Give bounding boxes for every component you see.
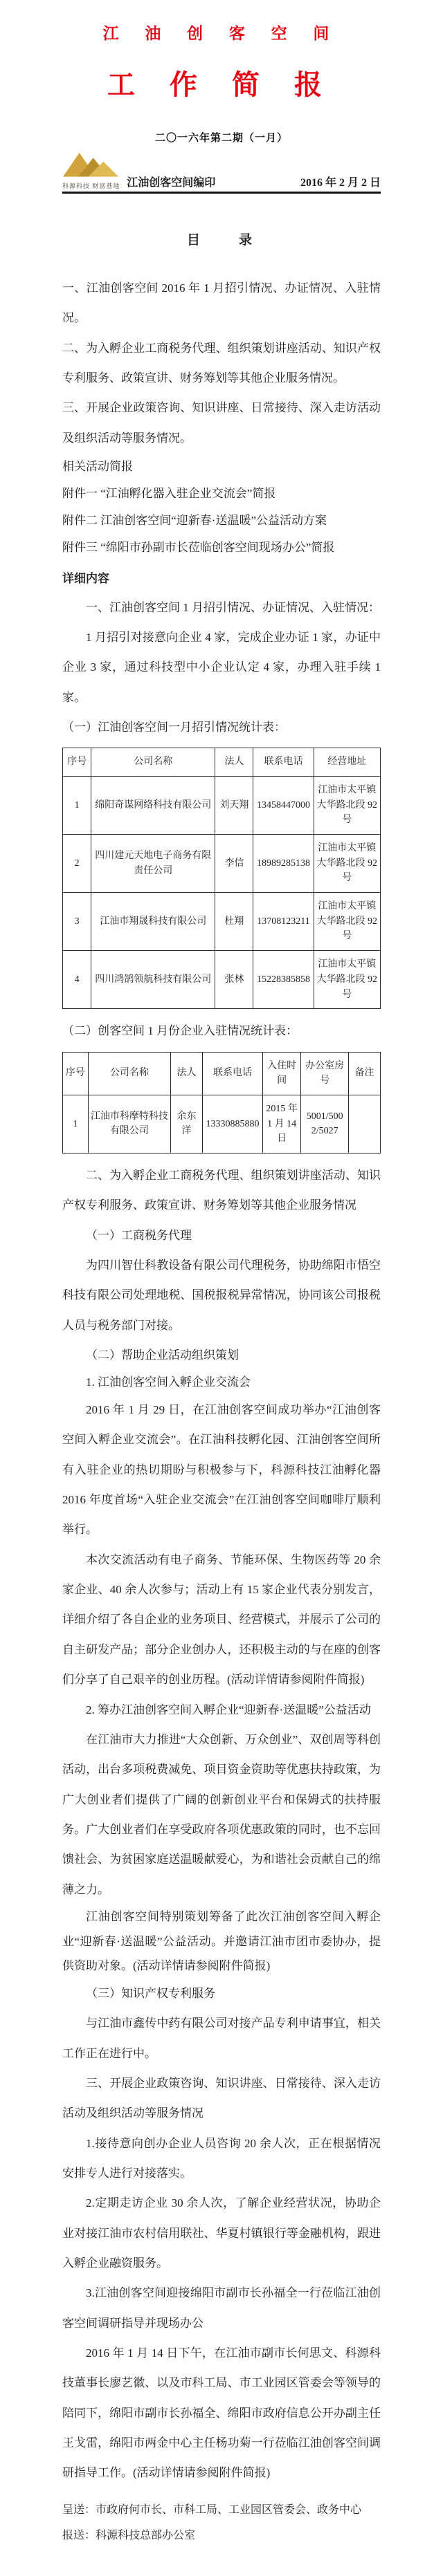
publisher-name: 江油创客空间编印 (127, 177, 216, 189)
cell-remarks (349, 1095, 381, 1153)
col-header-office-room: 办公室房号 (301, 1052, 349, 1095)
table-header-row (63, 748, 381, 777)
table-row (63, 951, 381, 1009)
cell-legal-person: 李信 (215, 835, 253, 893)
related-reports-label: 相关活动简报 (62, 460, 133, 474)
section1-paragraph: 1 月招引对接意向企业 4 家，完成企业办证 1 家，办证中企业 3 家，通过科技型中小企业认定 4 家，办理入驻手续 1 家。 (62, 630, 381, 704)
col-header-address: 经营地址 (314, 748, 380, 777)
cell-company: 绵阳奇谋网络科技有限公司 (91, 776, 215, 834)
cell-legal-person: 刘天翔 (215, 776, 253, 834)
table2-caption: （二）创客空间 1 月份企业入驻情况统计表： (62, 1024, 298, 1038)
table-row (63, 1095, 381, 1153)
cell-address: 江油市太平镇大华路北段 92 号 (314, 835, 380, 893)
table1-caption: （一）江油创客空间一月招引情况统计表： (62, 720, 286, 734)
col-header-company: 公司名称 (91, 748, 215, 777)
table-row (63, 835, 381, 893)
logo-block (62, 151, 120, 190)
cell-address: 江油市太平镇大华路北段 92 号 (314, 951, 380, 1009)
attachment-item-3: 附件三 “绵阳市孙副市长莅临创客空间现场办公”简报 (62, 541, 335, 555)
section2-2-item1-title: 1. 江油创客空间入孵企业交流会 (86, 1375, 251, 1389)
col-header-phone: 联系电话 (202, 1052, 262, 1095)
report-line: 报送：科源科技总部办公室 (62, 2529, 196, 2541)
mountain-logo-icon (63, 151, 120, 180)
col-header-index: 序号 (63, 1052, 89, 1095)
cell-legal-person: 杜翔 (215, 893, 253, 951)
table-row (63, 893, 381, 951)
section1-title: 一、江油创客空间 1 月招引情况、办证情况、入驻情况： (86, 600, 380, 614)
document-header (62, 21, 381, 194)
cell-company: 四川建元天地电子商务有限责任公司 (91, 835, 215, 893)
col-header-index: 序号 (63, 748, 91, 777)
toc-item-2: 二、为入孵企业工商税务代理、组织策划讲座活动、知识产权专利服务、政策宣讲、财务筹划等其他企业服务情况。 (62, 341, 381, 385)
cell-phone: 18989285138 (253, 835, 314, 893)
toc-heading: 目 录 (186, 233, 256, 248)
logo-caption: 科源科技 财富基地 (62, 183, 120, 189)
cell-company: 四川鸿鹄领航科技有限公司 (91, 951, 215, 1009)
section2-2-item2-title: 2. 筹办江油创客空间入孵企业“迎新春·送温暖”公益活动 (86, 1703, 371, 1716)
cell-address: 江油市太平镇大华路北段 92 号 (314, 893, 380, 951)
toc-item-1: 一、江油创客空间 2016 年 1 月招引情况、办证情况、入驻情况。 (62, 281, 381, 325)
section2-2-item1-paragraph2: 本次交流活动有电子商务、节能环保、生物医药等 20 余家企业、40 余人次参与；活动上有 15 家企业代表分别发言，详细介绍了各自企业的业务项目、经营模式，并展示了公司的自主研发产品；部分企业创办人，还积极主动的与在座的创客们分享了自己艰辛的创业历程。(活动详情请参阅附件简报) (62, 1553, 381, 1687)
publisher-left (62, 151, 215, 190)
publisher-row (62, 151, 381, 194)
section2-2-item2-paragraph1: 在江油市大力推进“大众创新、万众创业”、双创周等科创活动，出台多项税费减免、项目资金资助等优惠扶持政策，为广大创业者们提供了广阔的创新创业平台和保姆式的扶持服务。广大创业者们在享受政府各项优惠政策的同时，也不忘回馈社会、为贫困家庭送温暖献爱心，为和谐社会贡献自己的绵薄之力。 (62, 1732, 381, 1896)
cell-legal-person: 张林 (215, 951, 253, 1009)
section3-item2: 2.定期走访企业 30 余人次，了解企业经营状况，协助企业对接江油市农村信用联社、华夏村镇银行等金融机构，跟进入孵企业融资服务。 (62, 2196, 381, 2270)
col-header-legal-person: 法人 (171, 1052, 203, 1095)
move-in-stats-table (62, 1052, 381, 1153)
cc-line: 呈送：市政府何市长、市科工局、工业园区管委会、政务中心 (62, 2503, 362, 2516)
cell-index: 1 (63, 1095, 89, 1153)
distribution-footer (62, 2498, 381, 2549)
section2-3-title: （三）知识产权专利服务 (86, 1986, 215, 2000)
col-header-legal-person: 法人 (215, 748, 253, 777)
section3-item1: 1.接待意向创办企业人员咨询 20 余人次，正在根据情况安排专人进行对接落实。 (62, 2136, 381, 2180)
cell-index: 2 (63, 835, 91, 893)
cell-company: 江油市科摩特科技有限公司 (88, 1095, 170, 1153)
cell-phone: 13708123211 (253, 893, 314, 951)
col-header-remarks: 备注 (349, 1052, 381, 1095)
section2-2-item1-paragraph1: 2016 年 1 月 29 日，在江油创客空间成功举办“江油创客空间入孵企业交流会”。在江油科技孵化园、江油创客空间所有入驻企业的热切期盼与积极参与下，科源科技江油孵化器 2016 年度首场“入驻企业交流会”在江油创客空间咖啡厅顺利举行。 (62, 1403, 381, 1537)
cell-index: 3 (63, 893, 91, 951)
section2-2-title: （二）帮助企业活动组织策划 (86, 1349, 239, 1362)
cell-legal-person: 余东洋 (171, 1095, 203, 1153)
section2-1-paragraph: 为四川智仕科教设备有限公司代理税务，协助绵阳市悟空科技有限公司处理地税、国税报税异常情况，协同该公司报税人员与税务部门对接。 (62, 1259, 381, 1332)
recruitment-stats-table (62, 748, 381, 1009)
col-header-movein-date: 入住时间 (263, 1052, 301, 1095)
cell-movein-date: 2015 年 1 月 14 日 (263, 1095, 301, 1153)
details-heading: 详细内容 (62, 572, 109, 586)
attachment-item-2: 附件二 江油创客空间“迎新春·送温暖”公益活动方案 (62, 514, 327, 528)
doc-title: 工 作 简 报 (107, 69, 336, 100)
cell-phone: 13458447000 (253, 776, 314, 834)
table-row (63, 776, 381, 834)
cell-phone: 13330885880 (202, 1095, 262, 1153)
cell-company: 江油市翔晟科技有限公司 (91, 893, 215, 951)
attachment-item-1: 附件一 “江油孵化器入驻企业交流会”简报 (62, 487, 276, 501)
section3-item3-paragraph: 2016 年 1 月 14 日下午，在江油市副市长何思文、科源科技董事长廖艺徽、以及市科工局、市工业园区管委会等领导的陪同下，绵阳市副市长孙福全、绵阳市政府信息公开办副主任王戈雷，绵阳市两金中心主任杨功菊一行莅临江油创客空间调研指导工作。(活动详情请参阅附件简报) (62, 2346, 381, 2480)
publish-date: 2016 年 2 月 2 日 (300, 177, 381, 189)
cell-phone: 15228385858 (253, 951, 314, 1009)
cell-index: 4 (63, 951, 91, 1009)
section3-item3-title: 3.江油创客空间迎接绵阳市副市长孙福全一行莅临江油创客空间调研指导并现场办公 (62, 2286, 381, 2330)
issue-line: 二〇一六年第二期（一月） (154, 133, 288, 144)
col-header-phone: 联系电话 (253, 748, 314, 777)
table-header-row (63, 1052, 381, 1095)
section3-title: 三、开展企业政策咨询、知识讲座、日常接待、深入走访活动及组织活动等服务情况 (62, 2077, 381, 2120)
section2-1-title: （一）工商税务代理 (86, 1228, 192, 1242)
cell-index: 1 (63, 776, 91, 834)
org-title: 江 油 创 客 空 间 (102, 25, 341, 42)
section2-3-paragraph: 与江油市鑫传中药有限公司对接产品专利申请事宜，相关工作正在进行中。 (62, 2017, 381, 2060)
cell-office-room: 5001/5002/5027 (301, 1095, 349, 1153)
section2-2-item2-paragraph2: 江油创客空间特别策划筹备了此次江油创客空间入孵企业“迎新春·送温暖”公益活动。并邀请江油市团市委协办，提供资助对象。(活动详情请参阅附件简报) (62, 1909, 381, 1973)
cell-address: 江油市太平镇大华路北段 92 号 (314, 776, 380, 834)
section2-title: 二、为入孵企业工商税务代理、组织策划讲座活动、知识产权专利服务、政策宣讲、财务筹划等其他企业服务情况 (62, 1168, 381, 1212)
toc-item-3: 三、开展企业政策咨询、知识讲座、日常接待、深入走访活动及组织活动等服务情况。 (62, 401, 381, 445)
col-header-company: 公司名称 (88, 1052, 170, 1095)
